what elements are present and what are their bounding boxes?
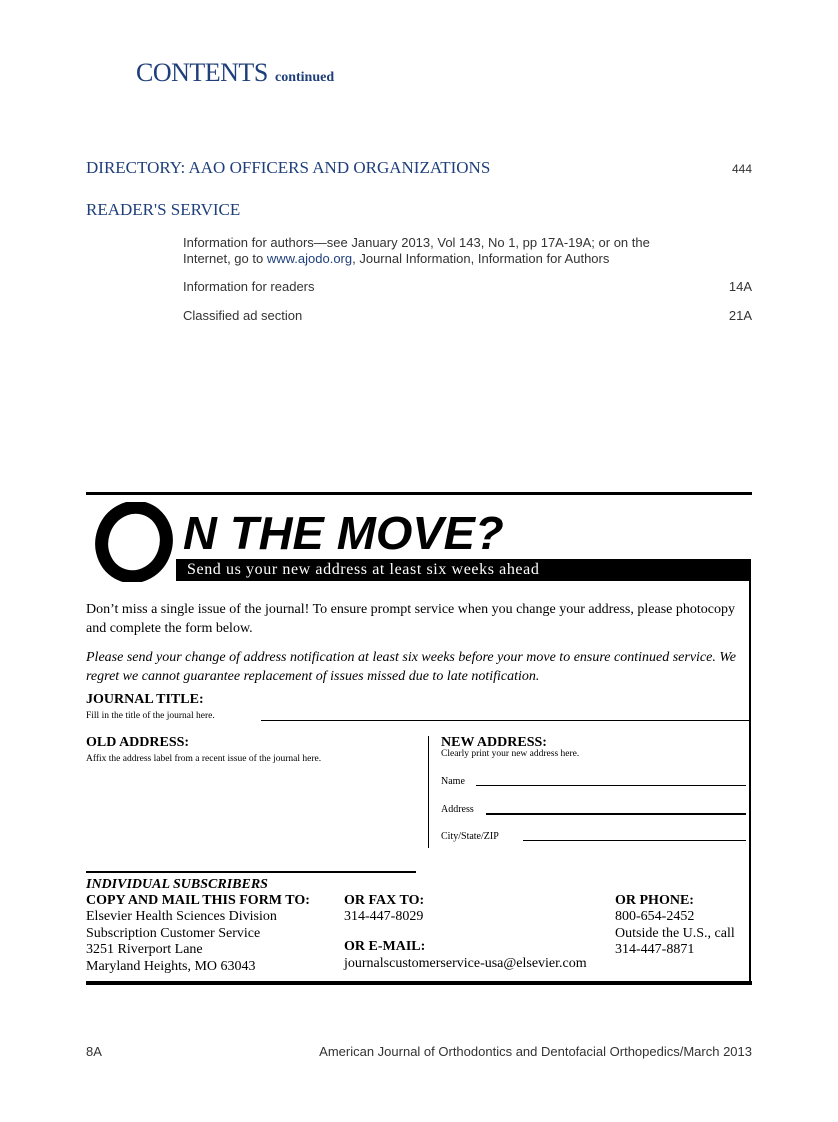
city-state-zip-field[interactable]: [523, 840, 746, 841]
city-state-zip-label: City/State/ZIP: [441, 831, 499, 842]
fax-number: 314-447-8029: [344, 909, 424, 924]
notice-paragraph: Please send your change of address notification at least six weeks before your move to ensure continued service. We regret we cannot guarantee replacement of issues missed due to late notification.: [86, 650, 736, 684]
authors-info-suffix: , Journal Information, Information for Authors: [352, 251, 610, 266]
ad-top-rule: [86, 492, 752, 495]
email-heading: OR E-MAIL:: [344, 939, 426, 954]
name-field[interactable]: [476, 785, 746, 786]
readers-service-heading: READER'S SERVICE: [86, 200, 241, 219]
classified-page: 21A: [728, 308, 752, 323]
fax-heading: OR FAX TO:: [344, 893, 425, 908]
ad-right-rule: [749, 560, 751, 984]
authors-info-line1: Information for authors—see January 2013, Vol 143, No 1, pp 17A-19A; or on the: [183, 235, 650, 250]
mail-line: Elsevier Health Sciences Division: [86, 909, 277, 924]
readers-info-page: 14A: [728, 279, 752, 294]
mailing-address: [86, 909, 277, 975]
authors-info-line2: [183, 251, 650, 267]
mail-line: Subscription Customer Service: [86, 925, 261, 941]
on-the-move-headline: N THE MOVE?: [183, 507, 504, 559]
ajodo-link[interactable]: www.ajodo.org: [266, 251, 353, 266]
page-folio: 8A: [86, 1044, 102, 1059]
address-field[interactable]: [486, 813, 746, 815]
big-o-logo: [94, 502, 174, 582]
readers-info-entry: Information for readers: [183, 279, 315, 294]
phone-line: 314-447-8871: [615, 942, 695, 957]
address-divider: [428, 736, 429, 848]
journal-title-field[interactable]: [261, 720, 749, 721]
old-address-bottom-rule: [86, 871, 416, 873]
directory-page-number: 444: [731, 162, 752, 176]
journal-footer: American Journal of Orthodontics and Dentofacial Orthopedics/March 2013: [319, 1044, 752, 1059]
contents-title: CONTENTS: [136, 58, 268, 87]
phone-line: Outside the U.S., call: [615, 925, 735, 941]
phone-heading: OR PHONE:: [615, 893, 694, 908]
new-address-hint: Clearly print your new address here.: [441, 749, 580, 759]
phone-line: 800-654-2452: [615, 909, 695, 924]
journal-title-hint: Fill in the title of the journal here.: [86, 711, 215, 721]
mail-line: Maryland Heights, MO 63043: [86, 958, 256, 974]
individual-subscribers-heading: INDIVIDUAL SUBSCRIBERS: [86, 877, 268, 892]
ad-bottom-rule: [86, 981, 752, 985]
email-address-link[interactable]: journalscustomerservice-usa@elsevier.com: [344, 956, 587, 971]
journal-title-heading: JOURNAL TITLE:: [86, 692, 204, 707]
intro-paragraph: Don’t miss a single issue of the journal! To ensure prompt service when you change your address, please photocopy and complete the form below.: [86, 602, 735, 636]
mail-form-heading: COPY AND MAIL THIS FORM TO:: [86, 893, 310, 908]
classified-entry: Classified ad section: [183, 308, 303, 323]
banner-text: Send us your new address at least six weeks ahead: [187, 561, 540, 578]
phone-numbers: [615, 909, 735, 959]
mail-line: 3251 Riverport Lane: [86, 942, 203, 957]
new-address-heading: NEW ADDRESS:: [441, 735, 547, 750]
old-address-hint: Affix the address label from a recent issue of the journal here.: [86, 754, 322, 764]
contents-continued-label: continued: [275, 70, 335, 85]
authors-info-prefix: Internet, go to: [183, 251, 267, 266]
name-label: Name: [441, 776, 465, 787]
old-address-heading: OLD ADDRESS:: [86, 735, 190, 750]
directory-heading: DIRECTORY: AAO OFFICERS AND ORGANIZATIONS: [86, 158, 491, 177]
authors-info-entry: [183, 235, 650, 267]
address-label: Address: [441, 804, 474, 815]
